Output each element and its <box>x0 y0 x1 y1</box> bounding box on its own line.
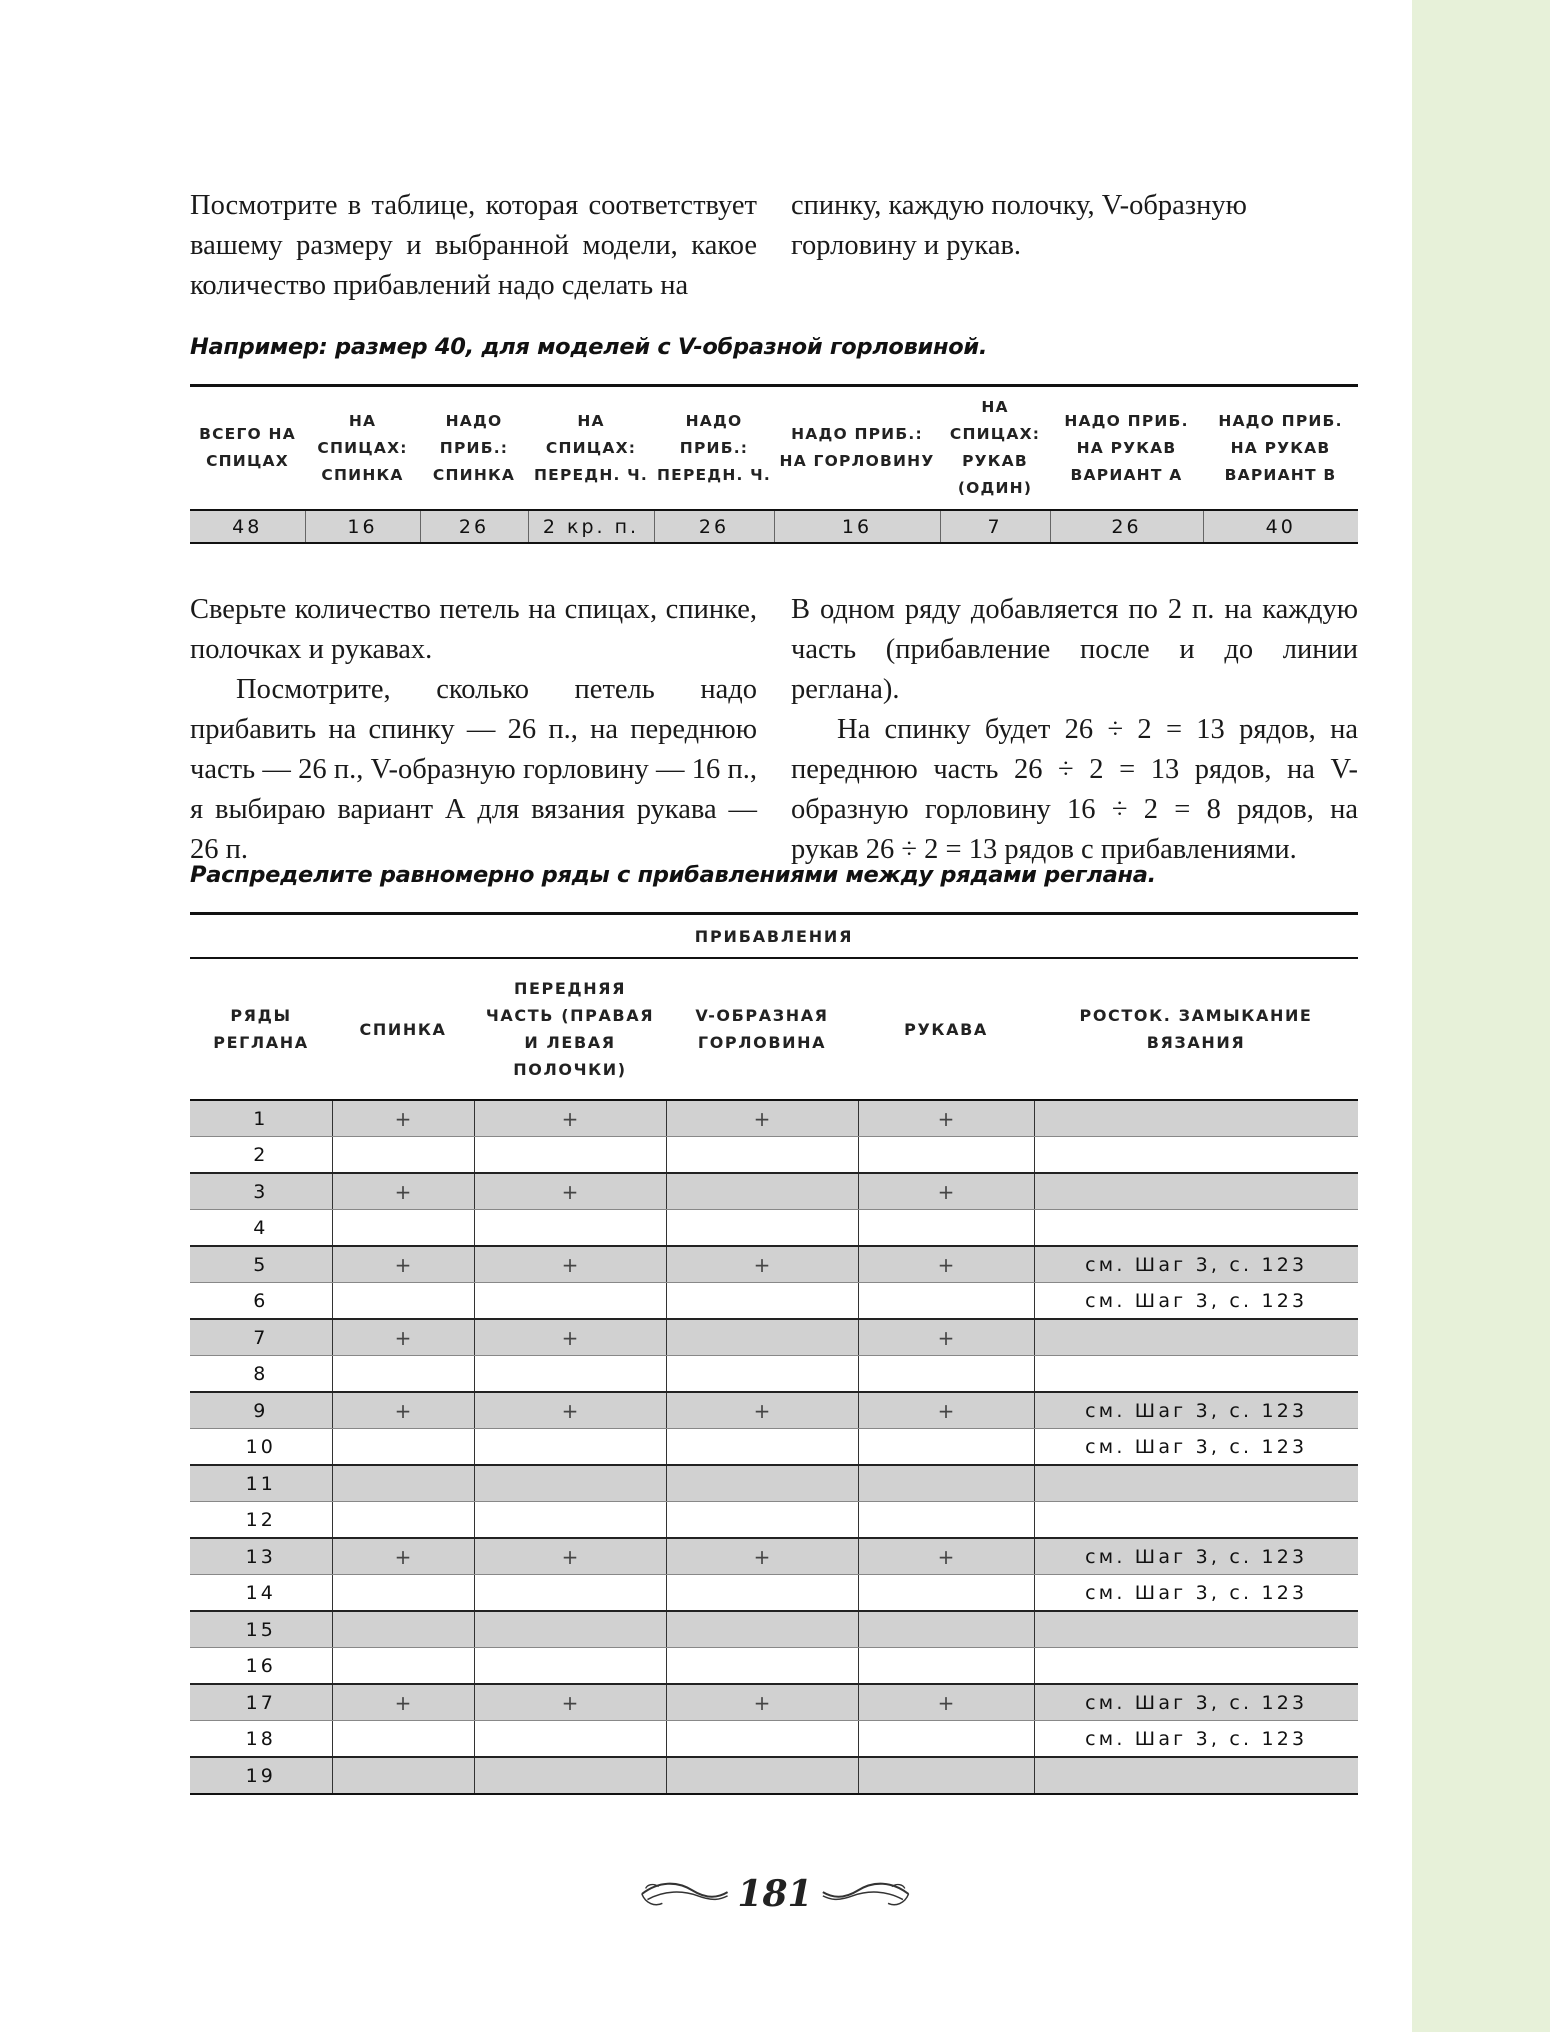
table-row <box>190 1356 1358 1393</box>
increase-back-cell: + <box>332 1392 474 1429</box>
stitch-count-value-cell: 16 <box>774 510 940 543</box>
increase-sleeve-cell <box>858 1429 1034 1466</box>
middle-left-column <box>190 590 757 870</box>
right-flourish-icon <box>821 1874 910 1914</box>
increase-neck-cell <box>666 1611 858 1648</box>
increase-neck-cell: + <box>666 1538 858 1575</box>
increase-neck-cell <box>666 1173 858 1210</box>
increase-back-cell <box>332 1611 474 1648</box>
increase-sleeve-cell <box>858 1283 1034 1320</box>
increase-neck-cell <box>666 1356 858 1393</box>
stitch-count-table <box>190 384 1358 544</box>
closing-note-cell: см. Шаг 3, с. 123 <box>1034 1392 1358 1429</box>
table-row <box>190 1757 1358 1794</box>
increase-group-header-row <box>190 914 1358 959</box>
stitch-count-header-cell: ВСЕГО НА СПИЦАХ <box>190 386 305 511</box>
increase-neck-cell: + <box>666 1684 858 1721</box>
increase-neck-cell <box>666 1757 858 1794</box>
increase-neck-cell <box>666 1721 858 1758</box>
closing-note-cell <box>1034 1319 1358 1356</box>
stitch-count-header-row <box>190 386 1358 511</box>
stitch-count-value-cell: 26 <box>420 510 528 543</box>
increase-front-cell <box>474 1502 666 1539</box>
table-row <box>190 1721 1358 1758</box>
increase-front-cell <box>474 1575 666 1612</box>
row-number-cell: 8 <box>190 1356 332 1393</box>
table-row <box>190 1173 1358 1210</box>
table-row <box>190 1210 1358 1247</box>
increase-sleeve-cell <box>858 1611 1034 1648</box>
increase-neck-cell <box>666 1648 858 1685</box>
increase-front-cell <box>474 1721 666 1758</box>
row-number-cell: 16 <box>190 1648 332 1685</box>
closing-note-cell: см. Шаг 3, с. 123 <box>1034 1283 1358 1320</box>
increase-back-cell <box>332 1210 474 1247</box>
increase-front-cell: + <box>474 1538 666 1575</box>
table-row <box>190 1684 1358 1721</box>
increase-front-cell <box>474 1648 666 1685</box>
stitch-count-header-cell: НАДО ПРИБ. НА РУКАВ ВАРИАНТ В <box>1203 386 1358 511</box>
table-row <box>190 1611 1358 1648</box>
row-number-cell: 11 <box>190 1465 332 1502</box>
intro-columns <box>190 186 1358 306</box>
stitch-count-value-cell: 40 <box>1203 510 1358 543</box>
table-row <box>190 1319 1358 1356</box>
row-number-cell: 19 <box>190 1757 332 1794</box>
table-row <box>190 1137 1358 1174</box>
middle-left-paragraph-2: Посмотрите, сколько петель надо прибавить на спинку — 26 п., на переднюю часть — 26 п., V-образную горловину — 16 п., я выбираю вариант А для вязания рукава — 26 п. <box>190 674 757 865</box>
increase-header-cell: СПИНКА <box>332 958 474 1100</box>
row-number-cell: 5 <box>190 1246 332 1283</box>
row-number-cell: 10 <box>190 1429 332 1466</box>
stitch-count-header-cell: НАДО ПРИБ. НА РУКАВ ВАРИАНТ А <box>1050 386 1203 511</box>
increase-front-cell <box>474 1137 666 1174</box>
increase-back-cell <box>332 1356 474 1393</box>
intro-left-text: Посмотрите в таблице, которая соответствует вашему размеру и выбранной модели, какое количество прибавлений надо сделать на <box>190 190 757 301</box>
closing-note-cell <box>1034 1173 1358 1210</box>
increase-sleeve-cell <box>858 1502 1034 1539</box>
closing-note-cell: см. Шаг 3, с. 123 <box>1034 1538 1358 1575</box>
increase-sleeve-cell: + <box>858 1684 1034 1721</box>
closing-note-cell: см. Шаг 3, с. 123 <box>1034 1721 1358 1758</box>
increase-neck-cell: + <box>666 1246 858 1283</box>
increase-neck-cell <box>666 1319 858 1356</box>
increase-sleeve-cell <box>858 1465 1034 1502</box>
row-number-cell: 12 <box>190 1502 332 1539</box>
row-number-cell: 2 <box>190 1137 332 1174</box>
increase-front-cell <box>474 1283 666 1320</box>
increase-header-cell: РОСТОК. ЗАМЫКАНИЕ ВЯЗАНИЯ <box>1034 958 1358 1100</box>
increase-sleeve-cell <box>858 1575 1034 1612</box>
closing-note-cell <box>1034 1757 1358 1794</box>
table-row <box>190 1246 1358 1283</box>
increase-front-cell: + <box>474 1173 666 1210</box>
increase-sleeve-cell: + <box>858 1100 1034 1137</box>
stitch-count-header-cell: НАДО ПРИБ.: ПЕРЕДН. Ч. <box>654 386 774 511</box>
increase-back-cell <box>332 1465 474 1502</box>
stitch-count-value-row <box>190 510 1358 543</box>
intro-right-column <box>791 186 1358 306</box>
middle-right-paragraph-1: В одном ряду добавляется по 2 п. на каждую часть (прибавление после и до линии реглана). <box>791 594 1358 705</box>
table-row <box>190 1429 1358 1466</box>
table-row <box>190 1465 1358 1502</box>
row-number-cell: 4 <box>190 1210 332 1247</box>
closing-note-cell: см. Шаг 3, с. 123 <box>1034 1575 1358 1612</box>
stitch-count-header-cell: НАДО ПРИБ.: НА ГОРЛОВИНУ <box>774 386 940 511</box>
intro-left-column <box>190 186 757 306</box>
row-number-cell: 13 <box>190 1538 332 1575</box>
closing-note-cell <box>1034 1465 1358 1502</box>
increase-rows-table <box>190 912 1358 1795</box>
closing-note-cell <box>1034 1137 1358 1174</box>
increase-back-cell: + <box>332 1173 474 1210</box>
increase-back-cell <box>332 1283 474 1320</box>
increase-header-row <box>190 958 1358 1100</box>
table-row <box>190 1100 1358 1137</box>
stitch-count-value-cell: 26 <box>654 510 774 543</box>
increase-sleeve-cell <box>858 1721 1034 1758</box>
increase-neck-cell <box>666 1429 858 1466</box>
page-margin-strip <box>1412 0 1550 2032</box>
increase-header-cell: V-ОБРАЗНАЯ ГОРЛОВИНА <box>666 958 858 1100</box>
increase-back-cell: + <box>332 1246 474 1283</box>
stitch-count-value-cell: 2 кр. п. <box>528 510 654 543</box>
increase-back-cell: + <box>332 1100 474 1137</box>
increase-neck-cell <box>666 1210 858 1247</box>
table-row <box>190 1648 1358 1685</box>
closing-note-cell <box>1034 1611 1358 1648</box>
caption-example: Например: размер 40, для моделей с V-образной горловиной. <box>190 334 988 360</box>
page-footer <box>640 1864 910 1924</box>
increase-front-cell: + <box>474 1246 666 1283</box>
row-number-cell: 7 <box>190 1319 332 1356</box>
increase-neck-cell <box>666 1502 858 1539</box>
increase-back-cell: + <box>332 1684 474 1721</box>
increase-back-cell <box>332 1575 474 1612</box>
increase-front-cell: + <box>474 1100 666 1137</box>
increase-neck-cell <box>666 1465 858 1502</box>
stitch-count-header-cell: НАДО ПРИБ.: СПИНКА <box>420 386 528 511</box>
table-row <box>190 1575 1358 1612</box>
increase-sleeve-cell: + <box>858 1173 1034 1210</box>
increase-front-cell <box>474 1757 666 1794</box>
middle-left-paragraph-1: Сверьте количество петель на спицах, спинке, полочках и рукавах. <box>190 594 757 665</box>
stitch-count-header-cell: НА СПИЦАХ: РУКАВ (ОДИН) <box>940 386 1050 511</box>
row-number-cell: 6 <box>190 1283 332 1320</box>
closing-note-cell <box>1034 1100 1358 1137</box>
closing-note-cell: см. Шаг 3, с. 123 <box>1034 1246 1358 1283</box>
closing-note-cell <box>1034 1210 1358 1247</box>
row-number-cell: 1 <box>190 1100 332 1137</box>
increase-table-body <box>190 1100 1358 1794</box>
increase-sleeve-cell: + <box>858 1246 1034 1283</box>
stitch-count-value-cell: 16 <box>305 510 420 543</box>
caption-distribute: Распределите равномерно ряды с прибавлениями между рядами реглана. <box>190 862 1156 888</box>
increase-neck-cell <box>666 1137 858 1174</box>
increase-back-cell <box>332 1429 474 1466</box>
closing-note-cell <box>1034 1356 1358 1393</box>
closing-note-cell: см. Шаг 3, с. 123 <box>1034 1684 1358 1721</box>
intro-right-text: спинку, каждую полочку, V-образную горловину и рукав. <box>791 190 1247 261</box>
increase-neck-cell: + <box>666 1100 858 1137</box>
increase-front-cell <box>474 1429 666 1466</box>
increase-sleeve-cell <box>858 1648 1034 1685</box>
increase-back-cell: + <box>332 1538 474 1575</box>
increase-sleeve-cell: + <box>858 1392 1034 1429</box>
closing-note-cell: см. Шаг 3, с. 123 <box>1034 1429 1358 1466</box>
page-number: 181 <box>737 1873 813 1915</box>
increase-group-header: ПРИБАВЛЕНИЯ <box>190 914 1358 959</box>
middle-right-paragraph-2: На спинку будет 26 ÷ 2 = 13 рядов, на переднюю часть 26 ÷ 2 = 13 рядов, на V-образную горловину 16 ÷ 2 = 8 рядов, на рукав 26 ÷ 2 = 13 рядов с прибавлениями. <box>791 714 1358 865</box>
increase-front-cell <box>474 1611 666 1648</box>
increase-header-cell: РУКАВА <box>858 958 1034 1100</box>
increase-header-cell: ПЕРЕДНЯЯ ЧАСТЬ (ПРАВАЯ И ЛЕВАЯ ПОЛОЧКИ) <box>474 958 666 1100</box>
increase-sleeve-cell <box>858 1210 1034 1247</box>
row-number-cell: 14 <box>190 1575 332 1612</box>
increase-back-cell: + <box>332 1319 474 1356</box>
row-number-cell: 3 <box>190 1173 332 1210</box>
table-row <box>190 1283 1358 1320</box>
increase-front-cell: + <box>474 1319 666 1356</box>
stitch-count-header-cell: НА СПИЦАХ: ПЕРЕДН. Ч. <box>528 386 654 511</box>
row-number-cell: 17 <box>190 1684 332 1721</box>
row-number-cell: 18 <box>190 1721 332 1758</box>
increase-sleeve-cell <box>858 1757 1034 1794</box>
increase-sleeve-cell <box>858 1356 1034 1393</box>
increase-front-cell <box>474 1356 666 1393</box>
increase-back-cell <box>332 1757 474 1794</box>
closing-note-cell <box>1034 1502 1358 1539</box>
increase-back-cell <box>332 1648 474 1685</box>
left-flourish-icon <box>640 1874 729 1914</box>
increase-front-cell <box>474 1465 666 1502</box>
increase-back-cell <box>332 1137 474 1174</box>
closing-note-cell <box>1034 1648 1358 1685</box>
increase-sleeve-cell: + <box>858 1538 1034 1575</box>
increase-back-cell <box>332 1502 474 1539</box>
middle-columns <box>190 590 1358 870</box>
middle-right-column <box>791 590 1358 870</box>
increase-back-cell <box>332 1721 474 1758</box>
increase-front-cell: + <box>474 1684 666 1721</box>
stitch-count-value-cell: 48 <box>190 510 305 543</box>
row-number-cell: 9 <box>190 1392 332 1429</box>
stitch-count-value-cell: 7 <box>940 510 1050 543</box>
row-number-cell: 15 <box>190 1611 332 1648</box>
table-row <box>190 1392 1358 1429</box>
increase-neck-cell <box>666 1283 858 1320</box>
stitch-count-header-cell: НА СПИЦАХ: СПИНКА <box>305 386 420 511</box>
increase-front-cell <box>474 1210 666 1247</box>
increase-neck-cell: + <box>666 1392 858 1429</box>
increase-sleeve-cell: + <box>858 1319 1034 1356</box>
stitch-count-value-cell: 26 <box>1050 510 1203 543</box>
increase-front-cell: + <box>474 1392 666 1429</box>
increase-sleeve-cell <box>858 1137 1034 1174</box>
increase-header-cell: РЯДЫ РЕГЛАНА <box>190 958 332 1100</box>
table-row <box>190 1538 1358 1575</box>
table-row <box>190 1502 1358 1539</box>
increase-neck-cell <box>666 1575 858 1612</box>
